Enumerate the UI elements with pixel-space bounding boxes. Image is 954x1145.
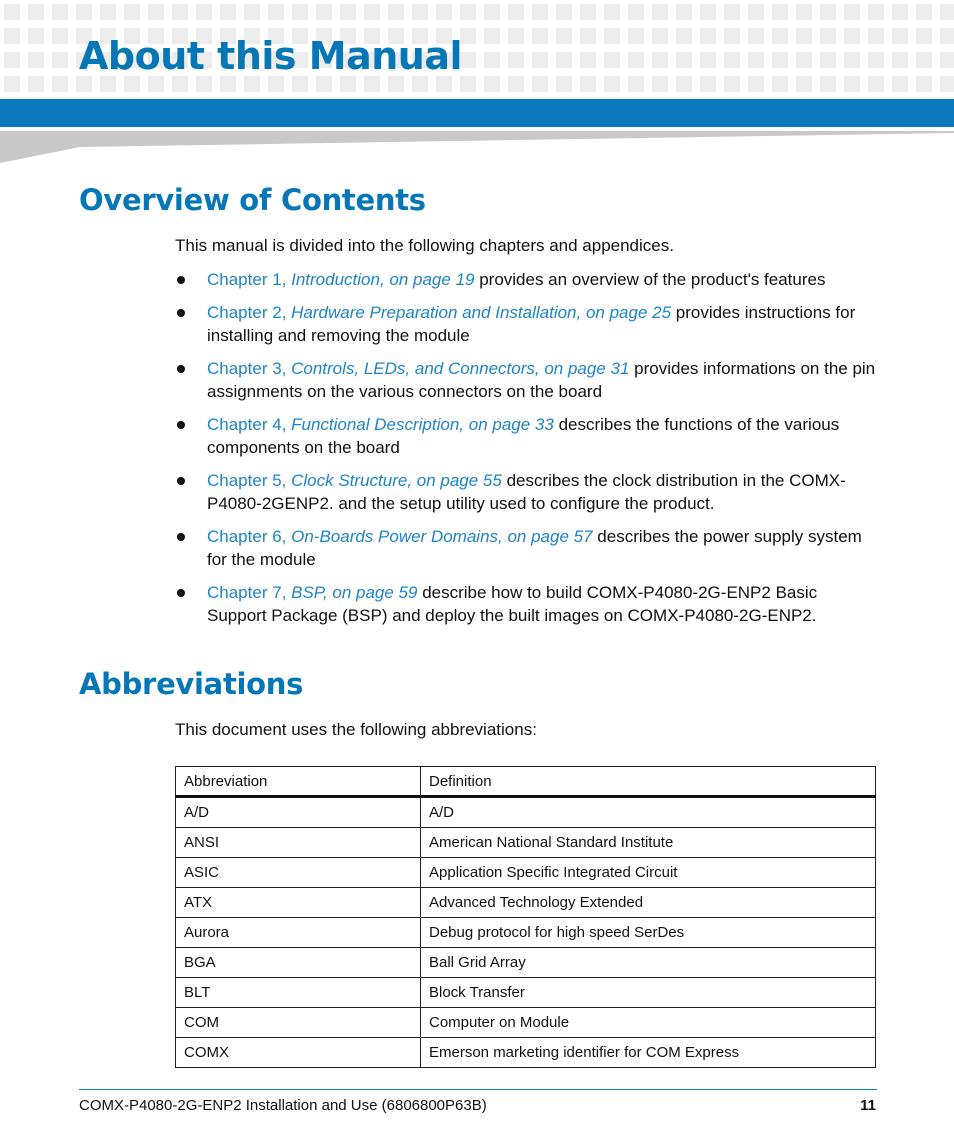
table-row (176, 828, 876, 858)
definition-cell: Computer on Module (421, 1008, 876, 1038)
pattern-square (868, 76, 884, 92)
table-row (176, 797, 876, 828)
pattern-square (28, 76, 44, 92)
pattern-square (604, 52, 620, 68)
pattern-square (700, 28, 716, 44)
abbreviations-intro: This document uses the following abbreviations: (175, 720, 537, 739)
table-row (176, 888, 876, 918)
pattern-square (796, 52, 812, 68)
pattern-square (820, 76, 836, 92)
pattern-square (628, 76, 644, 92)
chapter-link[interactable]: Chapter 3, Controls, LEDs, and Connectors, on page 31 (207, 359, 630, 378)
pattern-square (868, 28, 884, 44)
chapter-description: describes the functions of the various components on the board (207, 415, 840, 457)
pattern-square (916, 76, 932, 92)
pattern-square (652, 28, 668, 44)
pattern-square (724, 4, 740, 20)
pattern-square (820, 28, 836, 44)
pattern-square (292, 4, 308, 20)
bullet-icon (177, 365, 185, 373)
definition-cell: A/D (421, 797, 876, 828)
pattern-square (220, 76, 236, 92)
pattern-square (76, 4, 92, 20)
definition-cell: Debug protocol for high speed SerDes (421, 918, 876, 948)
pattern-square (436, 76, 452, 92)
pattern-square (556, 52, 572, 68)
chapter-link[interactable]: Chapter 2, Hardware Preparation and Installation, on page 25 (207, 303, 672, 322)
abbreviation-cell: COM (176, 1008, 421, 1038)
pattern-square (580, 76, 596, 92)
pattern-square (412, 4, 428, 20)
bullet-icon (177, 276, 185, 284)
pattern-square (700, 76, 716, 92)
chapter-description: provides instructions for installing and removing the module (207, 303, 856, 345)
pattern-square (484, 4, 500, 20)
pattern-square (196, 4, 212, 20)
abbreviation-cell: Aurora (176, 918, 421, 948)
pattern-square (148, 76, 164, 92)
pattern-square (844, 28, 860, 44)
bullet-icon (177, 309, 185, 317)
chapter-link[interactable]: Chapter 6, On-Boards Power Domains, on page 57 (207, 527, 593, 546)
pattern-square (628, 4, 644, 20)
page-number: 11 (860, 1097, 876, 1114)
bullet-icon (177, 477, 185, 485)
table-row (176, 918, 876, 948)
column-header: Definition (421, 767, 876, 797)
pattern-square (724, 52, 740, 68)
pattern-square (772, 4, 788, 20)
pattern-square (292, 76, 308, 92)
chapter-description: describes the clock distribution in the COMX-P4080-2GENP2. and the setup utility used to configure the product. (207, 471, 846, 513)
pattern-square (652, 52, 668, 68)
pattern-square (676, 28, 692, 44)
pattern-square (676, 76, 692, 92)
pattern-square (100, 4, 116, 20)
pattern-square (484, 52, 500, 68)
pattern-square (316, 76, 332, 92)
pattern-square (796, 28, 812, 44)
pattern-square (916, 52, 932, 68)
pattern-square (580, 52, 596, 68)
pattern-square (28, 4, 44, 20)
list-item (175, 581, 880, 627)
pattern-square (220, 4, 236, 20)
pattern-square (652, 76, 668, 92)
list-item (175, 301, 880, 347)
chapter-description: provides informations on the pin assignments on the various connectors on the board (207, 359, 876, 401)
pattern-square (724, 28, 740, 44)
page-title: About this Manual (79, 34, 462, 78)
chapter-link[interactable]: Chapter 4, Functional Description, on page 33 (207, 415, 554, 434)
pattern-square (532, 28, 548, 44)
pattern-square (124, 76, 140, 92)
pattern-square (580, 4, 596, 20)
list-item (175, 469, 880, 515)
abbreviation-cell: ANSI (176, 828, 421, 858)
pattern-square (28, 52, 44, 68)
pattern-square (340, 76, 356, 92)
pattern-square (268, 76, 284, 92)
table-header-row (176, 767, 876, 797)
pattern-square (772, 28, 788, 44)
pattern-square (460, 52, 476, 68)
pattern-square (100, 76, 116, 92)
bullet-icon (177, 533, 185, 541)
pattern-square (676, 4, 692, 20)
pattern-square (4, 76, 20, 92)
pattern-square (412, 76, 428, 92)
abbreviations-heading: Abbreviations (79, 667, 304, 701)
pattern-square (556, 76, 572, 92)
pattern-square (484, 76, 500, 92)
pattern-square (700, 4, 716, 20)
pattern-square (748, 76, 764, 92)
pattern-square (52, 4, 68, 20)
pattern-square (556, 28, 572, 44)
chapter-link[interactable]: Chapter 7, BSP, on page 59 (207, 583, 418, 602)
pattern-square (244, 4, 260, 20)
pattern-square (172, 76, 188, 92)
table-row (176, 858, 876, 888)
pattern-square (652, 4, 668, 20)
pattern-square (700, 52, 716, 68)
pattern-square (196, 76, 212, 92)
header-blue-bar (0, 99, 954, 127)
pattern-square (676, 52, 692, 68)
pattern-square (604, 76, 620, 92)
pattern-square (508, 28, 524, 44)
pattern-square (748, 52, 764, 68)
pattern-square (460, 4, 476, 20)
definition-cell: Application Specific Integrated Circuit (421, 858, 876, 888)
pattern-square (940, 4, 954, 20)
pattern-square (772, 52, 788, 68)
pattern-square (532, 52, 548, 68)
pattern-square (892, 76, 908, 92)
pattern-square (460, 76, 476, 92)
pattern-square (4, 4, 20, 20)
abbreviation-cell: BLT (176, 978, 421, 1008)
definition-cell: Ball Grid Array (421, 948, 876, 978)
table-row (176, 1038, 876, 1068)
pattern-square (28, 28, 44, 44)
abbreviation-cell: A/D (176, 797, 421, 828)
abbreviation-cell: ATX (176, 888, 421, 918)
list-item (175, 525, 880, 571)
pattern-square (628, 52, 644, 68)
definition-cell: Block Transfer (421, 978, 876, 1008)
pattern-square (508, 4, 524, 20)
footer-rule (79, 1089, 877, 1090)
list-item (175, 357, 880, 403)
chapter-description: provides an overview of the product's features (474, 270, 826, 289)
pattern-square (940, 28, 954, 44)
pattern-square (844, 4, 860, 20)
pattern-square (364, 76, 380, 92)
pattern-square (508, 76, 524, 92)
definition-cell: Advanced Technology Extended (421, 888, 876, 918)
pattern-square (52, 52, 68, 68)
chapter-link[interactable]: Chapter 5, Clock Structure, on page 55 (207, 471, 502, 490)
pattern-square (340, 4, 356, 20)
pattern-square (844, 76, 860, 92)
pattern-square (892, 4, 908, 20)
pattern-square (364, 4, 380, 20)
pattern-square (748, 4, 764, 20)
column-header: Abbreviation (176, 767, 421, 797)
pattern-square (388, 76, 404, 92)
pattern-square (532, 76, 548, 92)
overview-heading: Overview of Contents (79, 183, 426, 217)
pattern-square (52, 28, 68, 44)
list-item (175, 268, 880, 291)
overview-intro: This manual is divided into the following chapters and appendices. (175, 236, 674, 255)
pattern-square (796, 4, 812, 20)
abbreviation-cell: BGA (176, 948, 421, 978)
pattern-square (940, 52, 954, 68)
pattern-square (316, 4, 332, 20)
pattern-square (388, 4, 404, 20)
pattern-square (436, 4, 452, 20)
pattern-square (916, 28, 932, 44)
pattern-square (244, 76, 260, 92)
pattern-square (52, 76, 68, 92)
table-row (176, 948, 876, 978)
pattern-square (532, 4, 548, 20)
pattern-square (148, 4, 164, 20)
pattern-square (604, 4, 620, 20)
pattern-square (868, 52, 884, 68)
pattern-square (892, 52, 908, 68)
abbreviations-table (175, 766, 876, 1068)
pattern-square (844, 52, 860, 68)
chapter-list (175, 268, 880, 637)
footer-document-name: COMX-P4080-2G-ENP2 Installation and Use (6806800P63B) (79, 1097, 487, 1114)
pattern-square (4, 28, 20, 44)
bullet-icon (177, 421, 185, 429)
chapter-link[interactable]: Chapter 1, Introduction, on page 19 (207, 270, 475, 289)
pattern-square (580, 28, 596, 44)
pattern-square (772, 76, 788, 92)
bullet-icon (177, 589, 185, 597)
pattern-square (628, 28, 644, 44)
pattern-square (892, 28, 908, 44)
chapter-description: describes the power supply system for the module (207, 527, 862, 569)
definition-cell: Emerson marketing identifier for COM Express (421, 1038, 876, 1068)
pattern-square (724, 76, 740, 92)
pattern-square (172, 4, 188, 20)
pattern-square (460, 28, 476, 44)
pattern-square (820, 4, 836, 20)
pattern-square (820, 52, 836, 68)
abbreviation-cell: COMX (176, 1038, 421, 1068)
abbreviation-cell: ASIC (176, 858, 421, 888)
definition-cell: American National Standard Institute (421, 828, 876, 858)
pattern-square (484, 28, 500, 44)
pattern-square (868, 4, 884, 20)
pattern-square (124, 4, 140, 20)
list-item (175, 413, 880, 459)
header-gray-bar (0, 131, 954, 163)
pattern-square (940, 76, 954, 92)
pattern-square (916, 4, 932, 20)
pattern-square (268, 4, 284, 20)
pattern-square (748, 28, 764, 44)
pattern-square (4, 52, 20, 68)
table-row (176, 1008, 876, 1038)
table-row (176, 978, 876, 1008)
chapter-description: describe how to build COMX-P4080-2G-ENP2 Basic Support Package (BSP) and deploy the built images on COMX-P4080-2G-ENP2. (207, 583, 818, 625)
pattern-square (76, 76, 92, 92)
pattern-square (796, 76, 812, 92)
pattern-square (508, 52, 524, 68)
pattern-square (556, 4, 572, 20)
pattern-square (604, 28, 620, 44)
